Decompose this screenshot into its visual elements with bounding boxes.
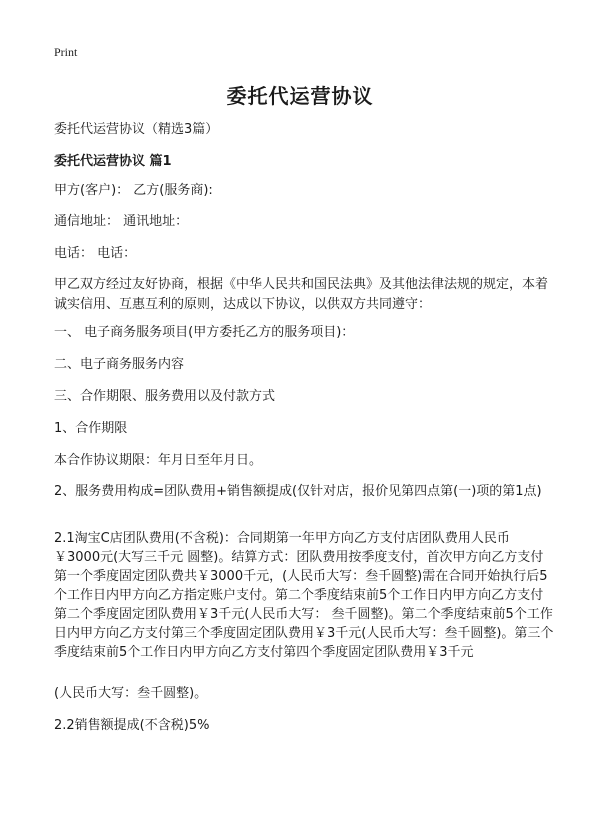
clause-service-items: 一、 电子商务服务项目(甲方委托乙方的服务项目)： [54,325,355,340]
party-line: 甲方(客户)： 乙方(服务商): [54,183,213,198]
subclause-term: 1、合作期限 [54,421,128,436]
preamble-paragraph: 甲乙双方经过友好协商，根据《中华人民共和国民法典》及其他法律法规的规定，本着诚实信用、互惠互利的原则，达成以下协议，以供双方共同遵守： [54,277,549,312]
clause-service-content: 二、电子商务服务内容 [54,357,185,372]
document-subtitle: 委托代运营协议（精选3篇） [54,122,219,137]
team-fee-amount-line: (人民币大写：叁千圆整)。 [54,686,208,701]
clause-term-fees: 三、合作期限、服务费用以及付款方式 [54,389,276,404]
commission-line: 2.2销售额提成(不含税)5% [54,718,210,733]
print-label: Print [54,45,78,59]
section-heading: 委托代运营协议 篇1 [54,154,172,169]
document-title: 委托代运营协议 [226,84,374,108]
phone-line: 电话： 电话： [54,246,137,261]
team-fee-paragraph: 2.1淘宝C店团队费用(不含税)：合同期第一年甲方向乙方支付店团队费用人民币￥3000元(大写三千元 圆整)。结算方式：团队费用按季度支付，首次甲方向乙方支付第一个季度固定团队费共￥3000千元，(人民币大写：叁千圆整)需在合同开始执行后5个工作日内甲方向乙方指定账户支付。第二个季度结束前5个工作日内甲方向乙方支付第二个季度固定团队费用￥3千元(人民币大写： 叁千圆整)。第二个季度结束前5个工作日内甲方向乙方支付第三个季度固定团队费用￥3千元(人民币大写：叁千圆整)。第三个季度结束前5个工作日内甲方向乙方支付第四个季度固定团队费用￥3千元 [54,531,554,660]
fee-structure-paragraph: 2、服务费用构成=团队费用+销售额提成(仅针对店，报价见第四点第(一)项的第1点) [54,484,542,499]
address-line: 通信地址： 通讯地址： [54,214,189,229]
term-period-line: 本合作协议期限：年月日至年月日。 [54,453,263,468]
